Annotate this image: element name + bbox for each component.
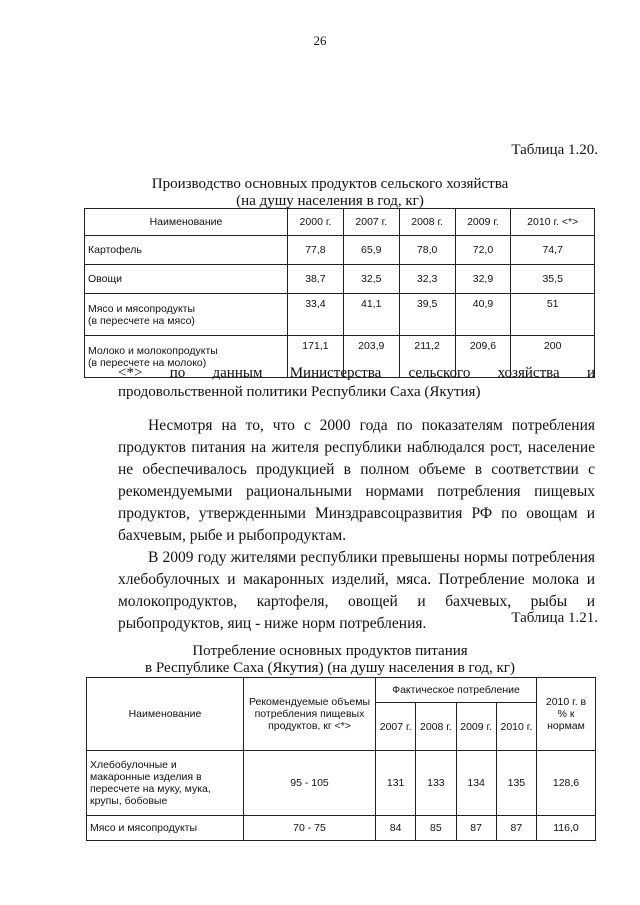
row-value: 200 — [511, 336, 595, 378]
table-1-21 — [86, 677, 596, 841]
row-value: 32,9 — [455, 265, 511, 294]
row-value: 40,9 — [455, 294, 511, 336]
row-name: Хлебобулочные и макаронные изделия в пересчете на муку, мука, крупы, бобовые — [87, 751, 244, 816]
header-cell-year: 2009 г. — [456, 703, 496, 751]
header-cell-actual: Фактическое потребление — [376, 678, 537, 703]
row-value: 33,4 — [288, 294, 344, 336]
row-value: 77,8 — [288, 236, 344, 265]
footnote-word: <*> — [118, 365, 143, 381]
row-value: 203,9 — [343, 336, 399, 378]
row-name: Мясо и мясопродукты — [87, 816, 244, 841]
footnote-word: сельского — [408, 365, 471, 381]
row-value: 41,1 — [343, 294, 399, 336]
header-cell-year: 2008 г. — [399, 209, 455, 236]
table-1-21-title-line2: в Республике Саха (Якутия) (на душу населения в год, кг) — [145, 660, 515, 676]
table-row — [85, 294, 595, 336]
table-1-21-label: Таблица 1.21. — [511, 610, 598, 626]
header-cell-year: 2007 г. — [376, 703, 416, 751]
row-value: 51 — [511, 294, 595, 336]
paragraph-1 — [118, 415, 595, 547]
row-name-note: (в пересчете на молоко) — [88, 356, 207, 369]
table-1-20-title-line2: (на душу населения в год, кг) — [236, 193, 424, 209]
row-name: Овощи — [85, 265, 288, 294]
row-value: 35,5 — [511, 265, 595, 294]
row-value: 78,0 — [399, 236, 455, 265]
header-cell-year: 2007 г. — [343, 209, 399, 236]
row-name-main: Мясо и мясопродукты — [88, 302, 196, 315]
page-number: 26 — [313, 33, 327, 48]
footnote-word: хозяйства — [497, 365, 560, 381]
footnote-line1 — [118, 364, 595, 383]
table-row — [85, 236, 595, 265]
header-cell-percent: 2010 г. в % к нормам — [537, 678, 596, 751]
paragraph-1-text: Несмотря на то, что с 2000 года по показателям потребления продуктов питания на жителя республики наблюдался рост, население не обеспечивалось продукцией в полном объеме в соответствии с рекомендуемыми рациональными нормами потребления пищевых продуктов, утвержденными Минздравсоцразвития РФ по овощам и бахчевым, рыбе и рыбопродуктам. — [118, 417, 595, 544]
row-value: 84 — [376, 816, 416, 841]
row-value: 133 — [416, 751, 456, 816]
row-value: 39,5 — [399, 294, 455, 336]
table-1-21-title-line1: Потребление основных продуктов питания — [192, 643, 468, 659]
header-cell-year: 2008 г. — [416, 703, 456, 751]
table-row — [87, 816, 596, 841]
row-value: 211,2 — [399, 336, 455, 378]
table-row — [85, 265, 595, 294]
footnote-word: и — [586, 365, 595, 381]
row-recommended: 95 - 105 — [244, 751, 376, 816]
row-value: 72,0 — [455, 236, 511, 265]
row-value: 74,7 — [511, 236, 595, 265]
table-header-row — [85, 209, 595, 236]
header-cell-name: Наименование — [87, 678, 244, 751]
header-cell-name: Наименование — [85, 209, 288, 236]
table-row — [87, 751, 596, 816]
footnote-word: данным — [212, 365, 263, 381]
row-value: 134 — [456, 751, 496, 816]
row-name-main: Молоко и молокопродукты — [88, 344, 218, 357]
footnote-line2: продовольственной политики Республики Саха (Якутия) — [118, 384, 481, 400]
table-header-row — [87, 678, 596, 703]
row-value: 38,7 — [288, 265, 344, 294]
header-cell-year: 2009 г. — [455, 209, 511, 236]
footnote-word: по — [169, 365, 186, 381]
row-name-note: (в пересчете на мясо) — [88, 314, 195, 327]
row-value: 32,3 — [399, 265, 455, 294]
row-percent: 116,0 — [537, 816, 596, 841]
table-1-20 — [84, 208, 595, 378]
header-cell-year: 2000 г. — [288, 209, 344, 236]
table-1-20-footnote — [118, 364, 595, 402]
row-value: 65,9 — [343, 236, 399, 265]
row-name: Картофель — [85, 236, 288, 265]
header-cell-recommended: Рекомендуемые объемы потребления пищевых продуктов, кг <*> — [244, 678, 376, 751]
row-value: 85 — [416, 816, 456, 841]
table-1-21-title — [60, 643, 600, 677]
footnote-word: Министерства — [289, 365, 382, 381]
row-value: 209,6 — [455, 336, 511, 378]
row-value: 131 — [376, 751, 416, 816]
table-1-20-label: Таблица 1.20. — [511, 142, 598, 158]
row-value: 87 — [496, 816, 536, 841]
row-percent: 128,6 — [537, 751, 596, 816]
row-value: 135 — [496, 751, 536, 816]
header-cell-year: 2010 г. — [496, 703, 536, 751]
row-recommended: 70 - 75 — [244, 816, 376, 841]
row-value: 171,1 — [288, 336, 344, 378]
header-cell-year: 2010 г. <*> — [511, 209, 595, 236]
row-name — [85, 294, 288, 336]
table-1-20-title-line1: Производство основных продуктов сельского хозяйства — [151, 176, 509, 192]
paragraph-2-text: В 2009 году жителями республики превышены нормы потребления хлебобулочных и макаронных изделий, мяса. Потребление молока и молокопродуктов, картофеля, овощей и бахчевых, рыбы и рыбопродуктов, яиц - ниже норм потребления. — [118, 549, 595, 632]
row-value: 87 — [456, 816, 496, 841]
table-1-20-title — [60, 176, 600, 210]
row-value: 32,5 — [343, 265, 399, 294]
